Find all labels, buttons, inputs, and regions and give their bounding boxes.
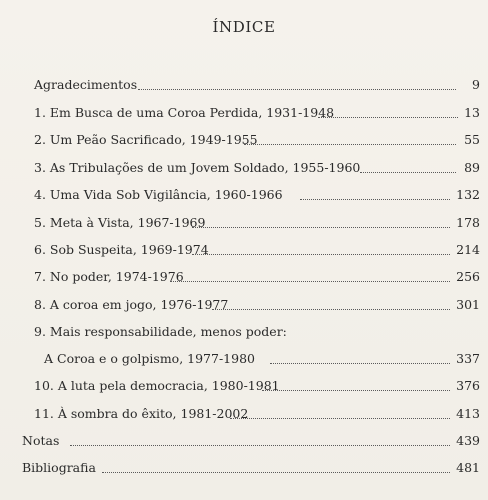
toc-entry-agradecimentos [0,76,488,94]
toc-entry-label: A Coroa e o golpismo, 1977-1980 [44,351,255,366]
toc-entry-chapter-11 [0,405,488,423]
toc-entry-label: Bibliografia [22,460,96,475]
toc-entry-chapter-3 [0,159,488,177]
toc-entry-chapter-2 [0,131,488,149]
toc-entry-label: 2. Um Peão Sacrificado, 1949-1955 [34,132,258,147]
toc-entry-chapter-9-subtitle [0,350,488,368]
toc-entry-label: 8. A coroa em jogo, 1976-1977 [34,297,229,312]
toc-entry-page-number: 214 [456,242,480,257]
dot-leader [244,143,456,145]
toc-entry-label: Agradecimentos [34,77,138,92]
toc-entry-page-number: 89 [464,160,480,175]
toc-entry-page-number: 178 [456,215,480,230]
toc-entry-bibliografia [0,459,488,477]
toc-entry-label: 5. Meta à Vista, 1967-1969 [34,215,206,230]
dot-leader [102,471,450,473]
dot-leader [300,198,450,200]
toc-entry-label: Notas [22,433,60,448]
dot-leader [170,280,450,282]
toc-entry-label: 1. Em Busca de uma Coroa Perdida, 1931-1948 [34,105,335,120]
index-title: ÍNDICE [212,18,276,36]
toc-entry-page-number: 481 [456,460,480,475]
toc-entry-label: 6. Sob Suspeita, 1969-1974 [34,242,209,257]
toc-entry-page-number: 439 [456,433,480,448]
toc-entry-chapter-7 [0,268,488,286]
toc-entry-page-number: 413 [456,406,480,421]
toc-entry-chapter-6 [0,241,488,259]
toc-entry-chapter-9 [0,323,488,341]
toc-entry-chapter-8 [0,296,488,314]
toc-entry-chapter-1 [0,104,488,122]
toc-entry-label: 9. Mais responsabilidade, menos poder: [34,324,287,339]
toc-entry-chapter-4 [0,186,488,204]
dot-leader [270,362,450,364]
toc-entry-label: 10. A luta pela democracia, 1980-1981 [34,378,280,393]
toc-entry-label: 3. As Tribulações de um Jovem Soldado, 1955-1960 [34,160,361,175]
toc-entry-chapter-10 [0,377,488,395]
toc-entry-label: 4. Uma Vida Sob Vigilância, 1960-1966 [34,187,283,202]
dot-leader [192,226,450,228]
toc-entry-page-number: 55 [464,132,480,147]
dot-leader [138,88,456,90]
dot-leader [262,389,450,391]
dot-leader [192,253,450,255]
dot-leader [70,444,450,446]
toc-entry-page-number: 256 [456,269,480,284]
toc-entry-page-number: 132 [456,187,480,202]
dot-leader [212,308,450,310]
dot-leader [230,417,450,419]
toc-entry-label: 11. À sombra do êxito, 1981-2002 [34,406,249,421]
toc-entry-page-number: 337 [456,351,480,366]
toc-entry-label: 7. No poder, 1974-1976 [34,269,184,284]
toc-entry-page-number: 9 [472,77,480,92]
toc-entry-chapter-5 [0,214,488,232]
toc-entry-page-number: 376 [456,378,480,393]
dot-leader [318,116,458,118]
toc-entry-page-number: 13 [464,105,480,120]
toc-entry-notas [0,432,488,450]
toc-entry-page-number: 301 [456,297,480,312]
